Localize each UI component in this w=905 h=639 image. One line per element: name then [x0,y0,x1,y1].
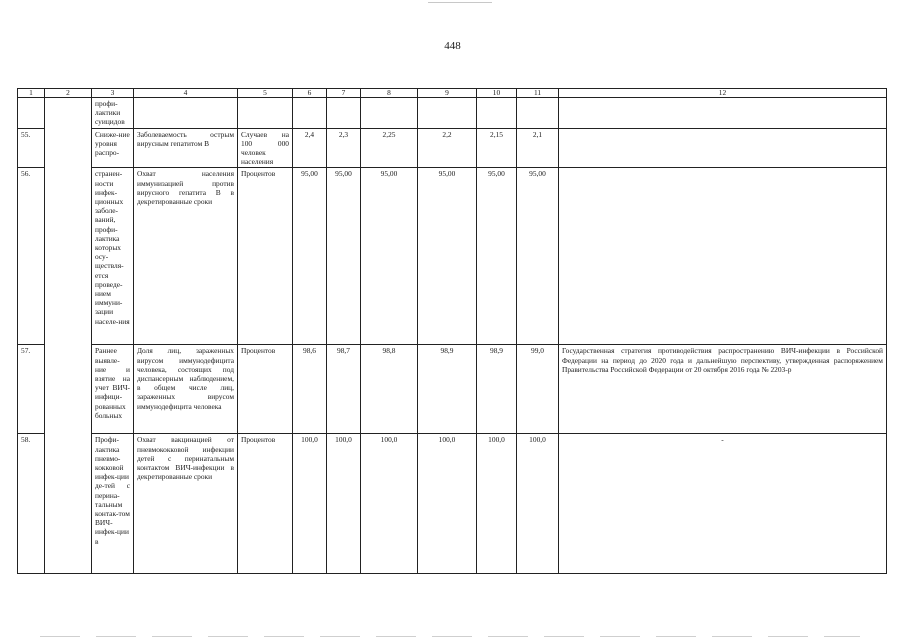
indicator-table [17,88,887,574]
row-number: 55. [18,128,45,168]
cell-value: 95,00 [327,168,361,345]
cell-num [18,98,45,129]
cell-value: 98,8 [361,345,418,434]
cell-col2-merged [45,98,92,574]
cell-value: 2,25 [361,128,418,168]
col-header-8: 8 [361,89,418,98]
col-header-10: 10 [477,89,517,98]
col-header-5: 5 [238,89,293,98]
col-header-2: 2 [45,89,92,98]
scan-artifact-bottom [40,636,860,637]
cell-indicator: Заболеваемость острым вирусным гепатитом В [134,128,238,168]
cell-value: 95,00 [418,168,477,345]
cell-value: 100,0 [418,434,477,574]
column-number-row [18,89,887,98]
table-row-continuation [18,98,887,129]
table-row [18,434,887,574]
col-header-12: 12 [559,89,887,98]
col-header-6: 6 [293,89,327,98]
cell-unit [238,98,293,129]
cell-value: 100,0 [293,434,327,574]
cell-source [559,98,887,129]
row-number: 57. [18,345,45,434]
cell-value: 100,0 [361,434,418,574]
cell-value: 99,0 [517,345,559,434]
col-header-1: 1 [18,89,45,98]
cell-value [293,98,327,129]
row-number: 56. [18,168,45,345]
cell-value: 2,4 [293,128,327,168]
cell-value: 2,3 [327,128,361,168]
cell-unit: Процентов [238,168,293,345]
cell-value [361,98,418,129]
col-header-7: 7 [327,89,361,98]
cell-value: 2,1 [517,128,559,168]
table-row [18,128,887,168]
cell-value: 98,9 [418,345,477,434]
cell-indicator: Охват населения иммунизацией против вирусного гепатита В в декретированные сроки [134,168,238,345]
cell-indicator [134,98,238,129]
cell-task: Раннее выявле-ние и взятие на учет ВИЧ-инфици-рованных больных [92,345,134,434]
cell-task: Профи-лактика пневмо-кокковой инфек-ции де-тей с перина-тальным контак-том ВИЧ-инфек-ции в [92,434,134,574]
scan-artifact-top [428,2,492,3]
cell-source: Государственная стратегия противодействия распространению ВИЧ-инфекции в Российской Федерации на период до 2020 года и дальнейшую перспективу, утвержденная распоряжением Правительства Российской Федерации от 20 октября 2016 года № 2203-р [559,345,887,434]
cell-value [327,98,361,129]
cell-value: 2,2 [418,128,477,168]
cell-value [517,98,559,129]
cell-unit: Процентов [238,345,293,434]
cell-value: 98,6 [293,345,327,434]
cell-value: 100,0 [327,434,361,574]
cell-value: 100,0 [517,434,559,574]
page-number: 448 [444,40,461,52]
table-row [18,168,887,345]
cell-task: профи-лактики суицидов [92,98,134,129]
col-header-9: 9 [418,89,477,98]
table-row [18,345,887,434]
cell-value [477,98,517,129]
cell-unit: Случаев на 100 000 человек населения [238,128,293,168]
cell-indicator: Охват вакцинацией от пневмококковой инфекции детей с перинатальным контактом ВИЧ-инфекции в декретированные сроки [134,434,238,574]
cell-value: 98,7 [327,345,361,434]
col-header-11: 11 [517,89,559,98]
cell-value: 2,15 [477,128,517,168]
cell-value: 95,00 [293,168,327,345]
cell-unit: Процентов [238,434,293,574]
cell-value: 95,00 [361,168,418,345]
cell-source [559,128,887,168]
cell-value: 98,9 [477,345,517,434]
cell-source: - [559,434,887,574]
cell-task: Сниже-ние уровня распро- [92,128,134,168]
cell-value: 95,00 [517,168,559,345]
cell-indicator: Доля лиц, зараженных вирусом иммунодефицита человека, состоящих под диспансерным наблюдением, в общем числе лиц, зараженных вирусом иммунодефицита человека [134,345,238,434]
row-number: 58. [18,434,45,574]
cell-source [559,168,887,345]
cell-value [418,98,477,129]
cell-value: 95,00 [477,168,517,345]
col-header-3: 3 [92,89,134,98]
col-header-4: 4 [134,89,238,98]
cell-task: странен-ности инфек-ционных заболе-ваний, профи-лактика которых осу-ществля-ется проведе-нием иммуни-зации населе-ния [92,168,134,345]
cell-value: 100,0 [477,434,517,574]
